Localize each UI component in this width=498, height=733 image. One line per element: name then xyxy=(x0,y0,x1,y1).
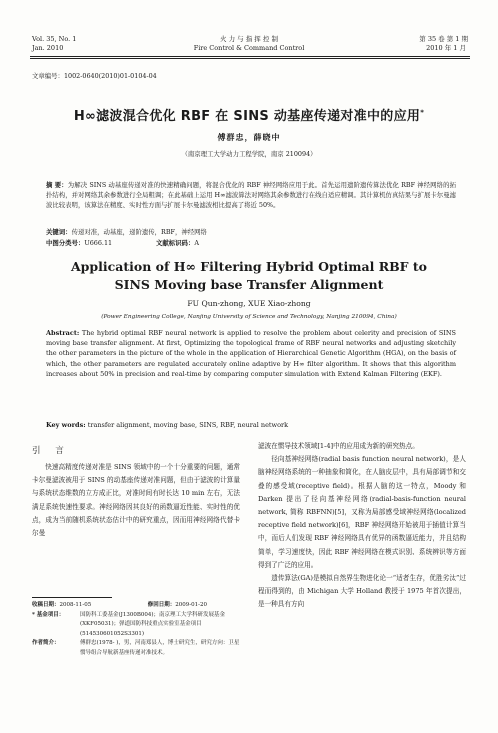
class-number-label: 中图分类号： xyxy=(46,239,85,247)
authors-en: FU Qun-zhong, XUE Xiao-zhong xyxy=(187,299,311,308)
header-rule-thin xyxy=(30,58,470,59)
fund-label: * 基金项目： xyxy=(32,611,65,618)
body-column-left xyxy=(32,461,240,540)
revised-date: 2009-01-20 xyxy=(175,602,207,608)
journal-volume: Vol. 35, No. 1 xyxy=(32,35,77,43)
title-footnote-mark: * xyxy=(420,108,425,117)
body-column-right xyxy=(258,440,466,612)
abstract-en-text: The hybrid optimal RBF neural network is applied to resolve the problem about celerity and precision of SINS moving base transfer alignment. At first, Optimizing the topological frame of RBF neural networks and adjusting sketchily the other parameters in the picture of the whole in the application of Hierarchical Genetic Algorithm (HGA), on the basis of which, the other parameters are regulated accurately online adaptive by H∞ filter algorithm. It shows that this algorithm increases about 50% in precision and real-time by comparing computer simulation with Extend Kalman Filtering (EKF). xyxy=(46,329,456,378)
received-date: 2008-11-05 xyxy=(59,602,92,608)
class-number: U666.11 xyxy=(84,239,113,247)
doc-code: A xyxy=(194,239,199,247)
abstract-en xyxy=(46,328,456,379)
affiliation-cn: （南京理工大学动力工程学院，南京 210094） xyxy=(181,150,317,158)
footnote-rule xyxy=(32,597,112,598)
section-heading-introduction: 引 言 xyxy=(32,446,70,456)
author-bio-text: 傅群忠(1978- )，男，河南郑县人，博士研究生，研究方向：卫星惯导组合导航新基座传递对准技术。 xyxy=(80,640,240,656)
abstract-en-label: Abstract: xyxy=(46,329,80,337)
keywords-en xyxy=(46,421,288,429)
authors-cn: 傅群忠，薛晓中 xyxy=(217,132,281,142)
paper-title-cn-text: H∞滤波混合优化 RBF 在 SINS 动基座传递对准中的应用 xyxy=(73,109,421,124)
revised-label: 修回日期： xyxy=(147,602,176,608)
paper-title-en-line2: SINS Moving base Transfer Alignment xyxy=(114,277,384,292)
body-paragraph: 滤波在惯导技术领域[1-4]中的应用成为新的研究热点。 xyxy=(258,442,419,450)
keywords-en-label: Key words: xyxy=(46,421,86,429)
paper-title-cn xyxy=(0,105,498,124)
journal-volume-cn: 第 35 卷 第 1 期 xyxy=(419,35,468,43)
keywords-en-text: transfer alignment, moving base, SINS, RBF, neural network xyxy=(87,421,289,429)
footnote-dates xyxy=(32,601,207,611)
header-rule xyxy=(30,56,470,57)
keywords-cn-label: 关键词： xyxy=(46,228,72,236)
paper-title-en-line1: Application of H∞ Filtering Hybrid Optimal RBF to xyxy=(70,259,428,274)
journal-name-cn: 火 力 与 指 挥 控 制 xyxy=(220,35,278,43)
author-bio-label: 作者简介： xyxy=(32,640,60,647)
keywords-cn-text: 传递对准，动基座，递阶遗传，RBF，神经网络 xyxy=(71,228,207,236)
doc-code-label: 文献标识码： xyxy=(156,239,195,247)
affiliation-en: (Power Engineering College, Nanjing University of Science and Technology, Nanjing 210094, China) xyxy=(101,314,397,320)
abstract-cn-label: 摘 要： xyxy=(46,181,68,189)
journal-date-en: Jan. 2010 xyxy=(32,44,64,52)
body-paragraph: 快速高精度传递对准是 SINS 领域中的一个十分重要的问题，通常卡尔曼滤波被用于 SINS 的动基座传递对准问题，但由于滤波的计算量与系统状态维数的立方成正比，对准时间有时长达 10 min 左右，无法满足系统快速性要求。神经网络因其良好的函数逼近性能、实时性的优点，成为当前随机系统状态估计中的研究重点，因而用神经网络代替卡尔曼 xyxy=(32,463,240,538)
abstract-cn xyxy=(46,180,456,210)
keywords-cn xyxy=(46,227,207,236)
fund-text: 国防科工委基金(J1300B004)；南京理工大学科研发展基金(XKF05031)；弹道国防科技重点实验室基金项目(514530601052S3301) xyxy=(80,611,226,637)
footnote xyxy=(32,601,242,659)
journal-date-cn: 2010 年 1 月 xyxy=(426,44,466,52)
body-paragraph: 遗传算法(GA)是模拟自然界生物进化论一“适者生存，优胜劣汰”过程而得到的，由 Michigan 大学 Holland 教授于 1975 年首次提出，是一种具有方向 xyxy=(258,574,466,609)
article-number: 文章编号：1002-0640(2010)01-0104-04 xyxy=(32,72,157,80)
body-paragraph: 径向基神经网络(radial basis function neural network)，是人脑神经网络系统的一种抽象和简化，在人脑皮层中，具有局部调节和交叠的感受域(receptive field)。根据人脑的这一特点，Moody 和 Darken 提出了径向基神经网络(radial-basis-function neural network, 简称 RBFNN)[5]，又称为局部感受域神经网络(localized receptive field network)[6]，RBF 神经网络开始被用于插值计算当中，而后人们发现 RBF 神经网络具有优异的函数逼近能力，并且结构简单，学习速度快，因此 RBF 神经网络在模式识别、系统辨识等方面得到了广泛的应用。 xyxy=(258,455,466,569)
classification-line xyxy=(46,238,199,247)
abstract-cn-text: 为解决 SINS 动基座传递对准的快速精确问题，将混合优化的 RBF 神经网络应用于此。首先运用遗阶遗传算法优化 RBF 神经网络的拓扑结构，并对网络其余参数进行全局粗调；在此基础上运用 H∞滤波算法对网络其余参数进行在线自适应精调。其计算机仿真结果与扩展卡尔曼滤波比较表明，该算法在精度、实时性方面与扩展卡尔曼滤波相比提高了将近 50%。 xyxy=(46,181,456,209)
journal-name-en: Fire Control & Command Control xyxy=(193,44,305,52)
received-label: 收稿日期： xyxy=(32,602,60,608)
